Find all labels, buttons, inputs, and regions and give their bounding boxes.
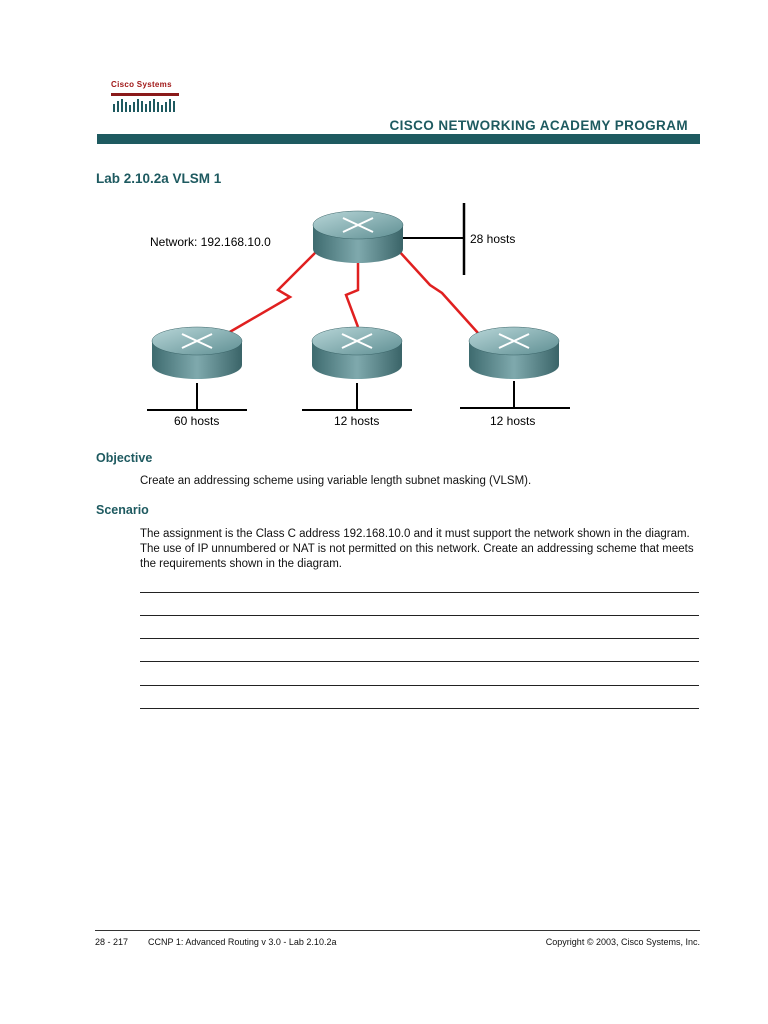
- footer-rule: [95, 930, 700, 931]
- answer-line[interactable]: [140, 685, 699, 686]
- program-title: CISCO NETWORKING ACADEMY PROGRAM: [389, 118, 688, 133]
- logo-text: Cisco Systems: [111, 80, 172, 89]
- answer-line[interactable]: [140, 708, 699, 709]
- scenario-heading: Scenario: [96, 503, 149, 517]
- objective-text: Create an addressing scheme using variable length subnet masking (VLSM).: [140, 475, 532, 487]
- lan-label-middle: 12 hosts: [334, 414, 380, 428]
- router-right: [469, 327, 559, 379]
- answer-line[interactable]: [140, 638, 699, 639]
- top-lan-label: 28 hosts: [470, 232, 516, 246]
- network-label: Network: 192.168.10.0: [150, 235, 271, 249]
- scenario-text: The assignment is the Class C address 192.168.10.0 and it must support the network shown in the diagram. The use of IP unnumbered or NAT is not permitted on this network. Create an addressing scheme that meets the requirements shown in the diagram.: [140, 528, 694, 570]
- serial-link-left: [228, 250, 318, 333]
- objective-heading: Objective: [96, 451, 153, 465]
- lan-label-left: 60 hosts: [174, 414, 220, 428]
- header-rule: [97, 134, 700, 144]
- serial-link-right: [398, 250, 478, 333]
- router-left: [152, 327, 242, 379]
- cisco-bridge-icon: [111, 90, 181, 114]
- answer-line[interactable]: [140, 592, 699, 593]
- router-middle: [312, 327, 402, 379]
- answer-line[interactable]: [140, 661, 699, 662]
- router-top: [313, 211, 403, 263]
- lab-title: Lab 2.10.2a VLSM 1: [96, 171, 222, 186]
- answer-line[interactable]: [140, 615, 699, 616]
- footer-page-number: 28 - 217: [95, 937, 129, 947]
- cisco-logo: [111, 80, 181, 116]
- network-diagram: [140, 195, 580, 435]
- serial-link-middle: [346, 255, 358, 327]
- lan-label-right: 12 hosts: [490, 414, 536, 428]
- footer-copyright: Copyright © 2003, Cisco Systems, Inc.: [545, 937, 700, 947]
- footer-course: CCNP 1: Advanced Routing v 3.0 - Lab 2.10.2a: [148, 937, 337, 947]
- bottom-lans: [147, 381, 570, 410]
